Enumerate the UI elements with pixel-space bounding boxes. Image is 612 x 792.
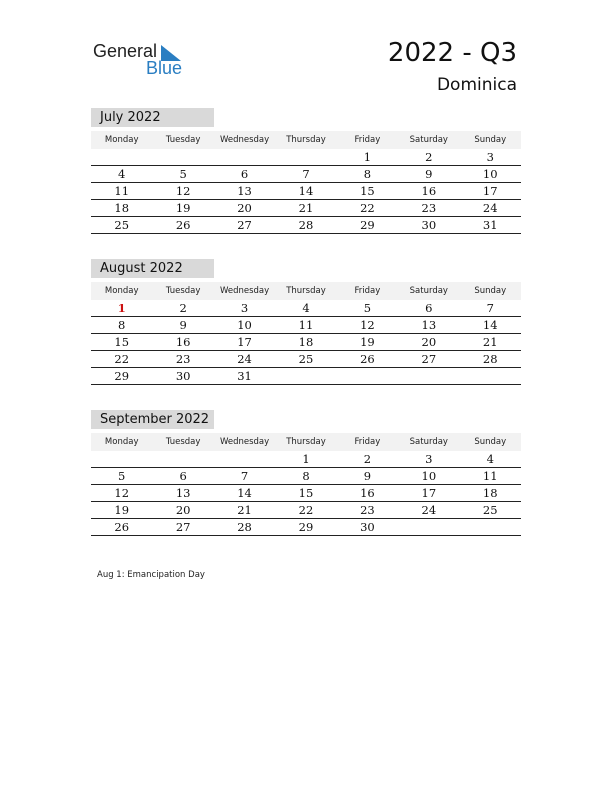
empty-day-cell — [91, 451, 152, 467]
logo — [93, 41, 193, 81]
empty-day-cell — [214, 149, 275, 165]
weekday-label: Tuesday — [165, 437, 201, 447]
weekday-label: Monday — [104, 286, 139, 296]
day-cell: 13 — [421, 318, 437, 332]
day-cell: 13 — [237, 184, 252, 198]
day-cell: 23 — [421, 201, 437, 215]
weekday-header — [91, 282, 521, 300]
day-cell: 20 — [237, 201, 252, 215]
day-cell: 2 — [179, 301, 187, 315]
day-cell: 7 — [240, 469, 249, 483]
holiday-note: Aug 1: Emancipation Day — [97, 570, 205, 580]
day-cell: 15 — [360, 184, 375, 198]
weekday-label: Tuesday — [165, 135, 201, 145]
week-grid — [91, 451, 521, 536]
day-cell: 9 — [363, 469, 372, 483]
day-cell: 29 — [360, 218, 375, 232]
day-cell: 7 — [486, 301, 494, 315]
day-cell: 5 — [179, 167, 187, 181]
day-cell: 20 — [421, 335, 437, 349]
day-cell: 4 — [486, 452, 494, 466]
day-cell: 24 — [482, 201, 498, 215]
day-cell: 22 — [298, 503, 314, 517]
day-cell: 6 — [179, 469, 187, 483]
week-row — [91, 166, 521, 183]
day-cell: 16 — [175, 335, 191, 349]
week-row — [91, 317, 521, 334]
day-cell: 24 — [237, 352, 252, 366]
day-cell: 2 — [425, 150, 433, 164]
day-cell: 27 — [237, 218, 252, 232]
day-cell: 26 — [114, 520, 130, 534]
day-cell: 12 — [114, 486, 130, 500]
day-cell: 23 — [175, 352, 191, 366]
weekday-label: Monday — [104, 437, 139, 447]
day-cell: 16 — [421, 184, 437, 198]
day-cell: 11 — [114, 184, 130, 198]
weekday-label: Wednesday — [219, 286, 270, 296]
day-cell: 14 — [482, 318, 498, 332]
day-cell: 19 — [114, 503, 130, 517]
day-cell: 3 — [425, 452, 433, 466]
empty-day-cell — [398, 368, 459, 384]
day-cell: 4 — [118, 167, 126, 181]
day-cell: 23 — [360, 503, 375, 517]
day-cell: 19 — [360, 335, 375, 349]
day-cell: 7 — [302, 167, 310, 181]
weekday-label: Friday — [354, 286, 381, 296]
empty-day-cell — [460, 519, 521, 535]
week-row — [91, 368, 521, 385]
day-cell: 15 — [114, 335, 130, 349]
logo-blue-text: Blue — [146, 58, 183, 78]
day-cell: 27 — [175, 520, 191, 534]
week-row — [91, 468, 521, 485]
day-cell: 12 — [175, 184, 191, 198]
week-grid — [91, 300, 521, 385]
empty-day-cell — [214, 451, 275, 467]
weekday-label: Sunday — [474, 286, 507, 296]
weekday-label: Friday — [354, 437, 381, 447]
page-title: 2022 - Q3 — [387, 38, 517, 68]
week-row — [91, 300, 521, 317]
day-cell: 5 — [363, 301, 372, 315]
day-cell: 29 — [114, 369, 130, 383]
day-cell: 2 — [363, 452, 372, 466]
day-cell: 26 — [360, 352, 375, 366]
day-cell: 12 — [360, 318, 375, 332]
weekday-label: Thursday — [286, 135, 326, 145]
day-cell: 21 — [298, 201, 314, 215]
day-cell: 11 — [298, 318, 314, 332]
empty-day-cell — [337, 368, 398, 384]
day-cell: 3 — [240, 301, 249, 315]
day-cell: 8 — [302, 469, 310, 483]
day-cell: 22 — [114, 352, 130, 366]
day-cell: 18 — [114, 201, 130, 215]
weekday-label: Wednesday — [219, 135, 270, 145]
day-cell: 5 — [118, 469, 126, 483]
day-cell: 14 — [237, 486, 252, 500]
weekday-label: Saturday — [409, 135, 448, 145]
day-cell: 19 — [175, 201, 191, 215]
day-cell: 18 — [298, 335, 314, 349]
day-cell: 17 — [482, 184, 498, 198]
day-cell: 31 — [237, 369, 252, 383]
empty-day-cell — [398, 519, 459, 535]
day-cell: 26 — [175, 218, 191, 232]
day-cell: 28 — [298, 218, 314, 232]
day-cell: 11 — [482, 469, 498, 483]
week-row — [91, 485, 521, 502]
day-cell: 25 — [114, 218, 130, 232]
day-cell: 9 — [179, 318, 187, 332]
day-cell: 4 — [302, 301, 310, 315]
day-cell: 13 — [175, 486, 191, 500]
empty-day-cell — [152, 149, 213, 165]
week-grid — [91, 149, 521, 234]
weekday-label: Saturday — [409, 286, 448, 296]
day-cell: 17 — [237, 335, 252, 349]
day-cell: 30 — [421, 218, 437, 232]
day-cell: 1 — [302, 452, 310, 466]
week-row — [91, 217, 521, 234]
weekday-label: Wednesday — [219, 437, 270, 447]
day-cell: 8 — [363, 167, 372, 181]
day-cell: 18 — [482, 486, 498, 500]
day-cell: 21 — [237, 503, 252, 517]
day-cell: 16 — [360, 486, 375, 500]
day-cell: 22 — [360, 201, 375, 215]
week-row — [91, 334, 521, 351]
empty-day-cell — [460, 368, 521, 384]
week-row — [91, 519, 521, 536]
weekday-label: Thursday — [286, 286, 326, 296]
weekday-label: Tuesday — [165, 286, 201, 296]
day-cell: 8 — [118, 318, 126, 332]
empty-day-cell — [275, 368, 336, 384]
day-cell: 1 — [363, 150, 372, 164]
day-cell: 3 — [486, 150, 494, 164]
month-label: July 2022 — [91, 108, 214, 127]
day-cell: 10 — [482, 167, 498, 181]
week-row — [91, 200, 521, 217]
day-cell: 10 — [421, 469, 437, 483]
day-cell: 21 — [482, 335, 498, 349]
day-cell: 20 — [175, 503, 191, 517]
week-row — [91, 351, 521, 368]
weekday-label: Sunday — [474, 135, 507, 145]
week-row — [91, 451, 521, 468]
country-name: Dominica — [436, 75, 517, 95]
day-cell: 17 — [421, 486, 437, 500]
empty-day-cell — [152, 451, 213, 467]
month-label: August 2022 — [91, 259, 214, 278]
weekday-label: Saturday — [409, 437, 448, 447]
day-cell: 9 — [425, 167, 433, 181]
month-label: September 2022 — [91, 410, 214, 429]
weekday-label: Sunday — [474, 437, 507, 447]
empty-day-cell — [91, 149, 152, 165]
day-cell: 15 — [298, 486, 314, 500]
week-row — [91, 149, 521, 166]
day-cell: 28 — [237, 520, 252, 534]
logo-general-text: General — [93, 41, 158, 61]
day-cell: 10 — [237, 318, 252, 332]
day-cell: 25 — [482, 503, 498, 517]
day-cell: 24 — [421, 503, 437, 517]
day-cell: 29 — [298, 520, 314, 534]
day-cell: 6 — [240, 167, 249, 181]
weekday-label: Friday — [354, 135, 381, 145]
weekday-label: Thursday — [286, 437, 326, 447]
weekday-label: Monday — [104, 135, 139, 145]
day-cell: 25 — [298, 352, 314, 366]
day-cell: 6 — [425, 301, 433, 315]
weekday-header — [91, 131, 521, 149]
day-cell: 30 — [175, 369, 191, 383]
week-row — [91, 502, 521, 519]
day-cell: 30 — [360, 520, 375, 534]
empty-day-cell — [275, 149, 336, 165]
day-cell: 28 — [482, 352, 498, 366]
day-cell: 31 — [482, 218, 498, 232]
week-row — [91, 183, 521, 200]
day-cell: 27 — [421, 352, 437, 366]
holiday-day-cell: 1 — [117, 301, 126, 315]
weekday-header — [91, 433, 521, 451]
day-cell: 14 — [298, 184, 314, 198]
